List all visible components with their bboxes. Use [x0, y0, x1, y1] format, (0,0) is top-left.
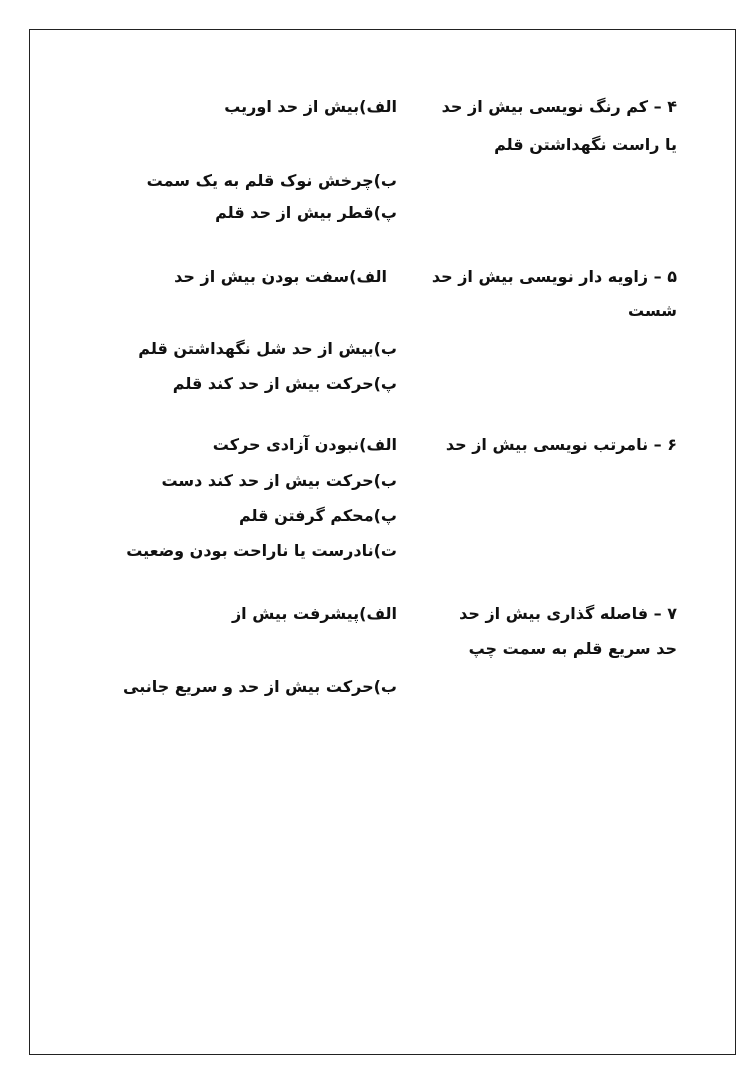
question-5-stem-continued: شست — [628, 301, 677, 320]
question-6-option-alef: الف)نبودن آزادی حرکت — [212, 435, 397, 454]
question-4-option-be: ب)چرخش نوک قلم به یک سمت — [146, 171, 397, 190]
question-5-stem: ۵ – زاویه دار نویسی بیش از حد — [431, 267, 677, 286]
question-7-option-alef: الف)پیشرفت بیش از — [231, 604, 397, 623]
question-6-stem: ۶ – نامرتب نویسی بیش از حد — [445, 435, 677, 454]
question-6-option-pe: پ)محکم گرفتن قلم — [238, 506, 397, 525]
question-5-option-pe: پ)حرکت بیش از حد کند قلم — [172, 374, 397, 393]
question-7-stem: ۷ – فاصله گذاری بیش از حد — [459, 604, 677, 623]
question-5-option-be: ب)بیش از حد شل نگهداشتن قلم — [138, 339, 397, 358]
question-4-option-pe: پ)قطر بیش از حد قلم — [215, 203, 397, 222]
question-4-stem-continued: یا راست نگهداشتن قلم — [494, 135, 677, 154]
question-5-option-alef: الف)سفت بودن بیش از حد — [174, 267, 387, 286]
question-7-option-be: ب)حرکت بیش از حد و سریع جانبی — [123, 677, 397, 696]
question-6-option-te: ت)نادرست یا ناراحت بودن وضعیت — [126, 541, 397, 560]
question-7-stem-continued: حد سریع قلم به سمت چپ — [468, 639, 677, 658]
question-4-stem: ۴ – کم رنگ نویسی بیش از حد — [441, 97, 677, 116]
question-6-option-be: ب)حرکت بیش از حد کند دست — [161, 471, 397, 490]
question-4-option-alef: الف)بیش از حد اوریب — [224, 97, 397, 116]
